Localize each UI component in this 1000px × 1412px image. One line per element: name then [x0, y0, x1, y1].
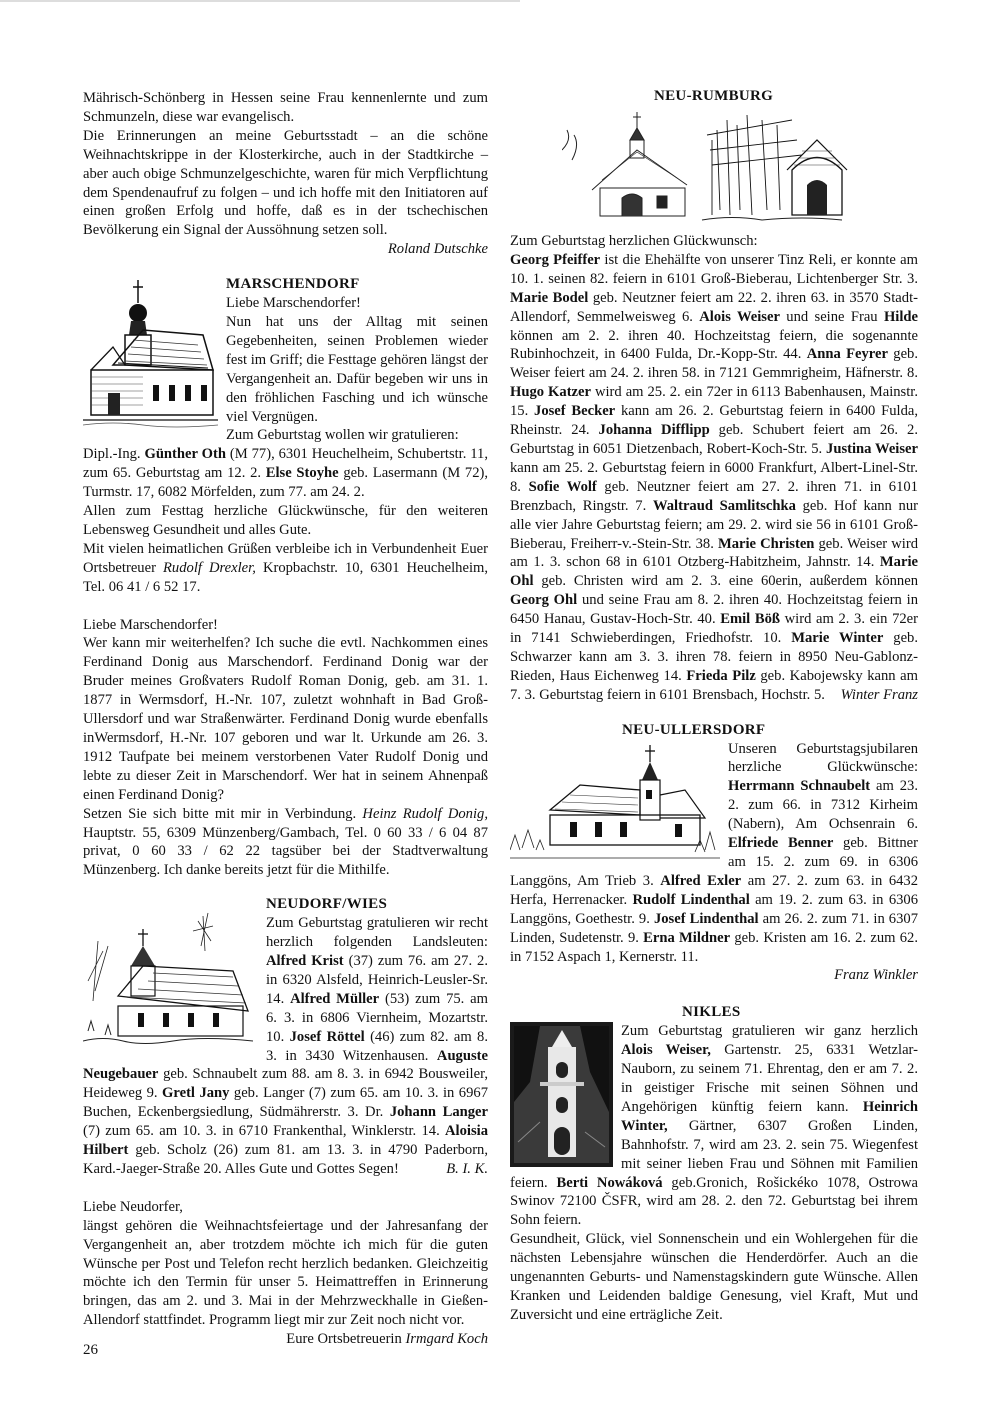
- page-number: 26: [83, 1342, 98, 1358]
- person-name: Gretl Jany: [162, 1085, 230, 1102]
- nikles-tower-photo: [510, 1022, 613, 1167]
- nikles-heading: NIKLES: [682, 1004, 741, 1021]
- person-name: Berti Nowáková: [556, 1174, 663, 1191]
- person-name: Johann Langer: [389, 1104, 488, 1121]
- nikles-wishes: Gesundheit, Glück, viel Sonnenschein und ein Wohlergehen für die nächsten Lebensjahre wünschen die Henderdörfer. Auch an die ungenannten Geburts- und Namenstagskindern gute Wünsche. Allen Kranken und Leidenden baldige Genesung, viel Kraft, Mut und Zuversicht und eine erträgliche Zeit.: [510, 1231, 918, 1323]
- person-name: Josef Becker: [534, 403, 616, 420]
- person-name: Marie Winter: [791, 630, 884, 647]
- signature-name: Heinz Rudolf Donig,: [362, 805, 488, 822]
- person-name: Marie Ohl: [510, 554, 918, 590]
- person-name: Georg Pfeiffer: [510, 251, 601, 268]
- person-name: Elfriede Benner: [728, 835, 834, 852]
- ullersdorf-signature: Franz Winkler: [834, 967, 918, 984]
- person-name: Hugo Katzer: [510, 384, 591, 401]
- nikles-birthdays: Zum Geburtstag gratulieren wir ganz herzlich Alois Weiser, Gartenstr. 25, 6331 Wetzlar-Nauborn, zu seinem 71. Ehrentag, den er am 7. 2. in geistiger Frische mit seinen Söhnen und Angehörigen künftig feiern kann. Heinrich Winter, Gärtner, 6307 Großen Linden, Bahnhofstr. 7, wird am 23. 2. sein 75. Wiegenfest mit seiner lieben Frau und Söhnen mit Familien feiern. Berti Nowáková geb.Gronich, Rošickéko 1078, Ostrowa Swinov 72100 ČSFR, wird am 28. 2. den 72. Geburtstag bei ihrem Sohn feiern.: [510, 1023, 918, 1229]
- intro-signature: Roland Dutschke: [387, 241, 488, 258]
- person-name: Josef Röttel: [289, 1028, 365, 1045]
- marschendorf-birthday-lead: Zum Geburtstag wollen wir gratulieren:: [226, 427, 459, 444]
- search-contact: Setzen Sie sich bitte mit mir in Verbindung. Heinz Rudolf Donig, Hauptstr. 55, 6309 Münzenberg/Gambach, Tel. 0 60 33 / 6 04 87 privat, 0 60 33 / 62 22 tagsüber bei der Stadtverwaltung Münzenberg. Ich danke bereits jetzt für die Mithilfe.: [83, 805, 488, 879]
- person-name: Herrmann Schnaubelt: [728, 778, 871, 795]
- marschendorf-church-illustration: [83, 275, 218, 435]
- rumburg-heading: NEU-RUMBURG: [654, 88, 774, 104]
- rumburg-birthdays: Georg Pfeiffer ist die Ehehälfte von unserer Tinz Reli, er konnte am 10. 1. seinen 82. feiern in 6101 Groß-Bieberau, Lichtenberger Str. 3. Marie Bodel geb. Neutzner feiert am 22. 2. ihren 63. in 3570 Stadt-Allendorf, Semmelweisweg 6. Alois Weiser und seine Frau Hilde können am 2. 2. ihren 40. Hochzeitstag feiern, die sogenannte Rubinhochzeit, in 6400 Fulda, Dr.-Kopp-Str. 44. Anna Feyrer geb. Weiser feiert am 24. 2. ihren 58. in 7121 Gemmrigheim, Häfnerstr. 8. Hugo Katzer wird am 25. 2. ein 72er in 6113 Babenhausen, Mainstr. 15. Josef Becker kann am 26. 2. Geburtstag feiern in 6400 Fulda, Rheinstr. 24. Johanna Difflipp geb. Schubert feiert am 26. 2. Geburtstag in 6051 Dietzenbach, Robert-Koch-Str. 5. Justina Weiser kann am 25. 2. Geburtstag feiern in 6000 Frankfurt, Albert-Linel-Str. 8. Sofie Wolf geb. Neutzner feiert am 27. 2. ihren 71. in 6101 Brenzbach, Ringstr. 7. Waltraud Samlitschka geb. Hof kann nur alle vier Jahre Geburtstag feiern; am 29. 2. wird sie 56 in 6101 Groß-Bieberau, Freiherr-v.-Stein-Str. 38. Marie Christen geb. Weiser wird am 1. 3. schon 68 in 6101 Otzberg-Habitzheim, Jahnstr. 14. Marie Ohl geb. Christen wird am 2. 3. eine 60erin, außerdem können Georg Ohl und seine Frau am 8. 2. ihren 40. Hochzeitstag feiern in 6450 Hanau, Gustav-Hoch-Str. 40. Emil Böß wird am 2. 3. ein 72er in 7141 Schwieberdingen, Friedhofstr. 10. Marie Winter geb. Schwarzer kann am 3. 3. ihren 78. feiern in 8950 Neu-Gablonz-Rieden, Haus Eichenweg 14. Frieda Pilz geb. Kabojewsky kann am 7. 3. Geburtstag feiern in 6101 Brensbach, Hochstr. 5. Winter Franz: [510, 251, 919, 703]
- person-name: Marie Christen: [717, 535, 815, 552]
- neudorf-signature: B. I. K.: [446, 1160, 488, 1177]
- person-name: Alfred Krist: [266, 952, 344, 969]
- neudorf-heading: NEUDORF/WIES: [266, 896, 388, 913]
- marschendorf-birthdays: Dipl.-Ing. Günther Oth (M 77), 6301 Heuchelheim, Schubertstr. 11, zum 65. Geburtstag am 12. 2. Else Stoyhe geb. Lasermann (M 72), Turmstr. 17, 6082 Mörfelden, zum 77. am 24. 2.: [83, 446, 488, 501]
- ullersdorf-heading: NEU-ULLERSDORF: [622, 721, 766, 738]
- person-name: Marie Bodel: [510, 289, 589, 306]
- top-rule: [0, 0, 520, 2]
- search-greeting: Liebe Marschendorfer!: [83, 616, 218, 633]
- marschendorf-heading: MARSCHENDORF: [226, 276, 360, 293]
- intro-paragraph-2: Die Erinnerungen an meine Geburtsstadt – an die schöne Weihnachtskrippe in der Klosterkirche, auch in der Stadtkirche – aber auch obige Schmunzelgeschichte, waren für mich Verpflichtung dem Spendenaufruf zu folgen – und ich hoffe mit den Initiatoren auf einen großen Erfolg und hoffe, daß es in der tschechischen Bevölkerung ein Signal der Aussöhnung setzen soll.: [83, 127, 488, 239]
- marschendorf-closing: Mit vielen heimatlichen Grüßen verbleibe ich in Verbundenheit Euer Ortsbetreuer Rudolf Drexler, Kropbachstr. 10, 6301 Heuchelheim, Tel. 06 41 / 6 52 17.: [83, 540, 489, 595]
- person-name: Hilde: [883, 308, 919, 325]
- person-name: Aloisia Hilbert: [83, 1123, 488, 1159]
- person-name: Else Stoyhe: [265, 465, 339, 482]
- person-name: Frieda Pilz: [686, 667, 756, 684]
- person-name: Auguste Neugebauer: [83, 1047, 488, 1083]
- signature-name: Irmgard Koch: [405, 1331, 488, 1348]
- intro-paragraph-1: Mährisch-Schönberg in Hessen seine Frau kennenlernte und zum Schmunzeln, diese war evangelisch.: [83, 90, 488, 125]
- person-name: Günther Oth: [144, 446, 226, 463]
- person-name: Alfred Müller: [290, 990, 380, 1007]
- rumburg-lead: Zum Geburtstag herzlichen Glückwunsch:: [510, 233, 758, 249]
- person-name: Emil Böß: [720, 611, 781, 628]
- person-name: Anna Feyrer: [806, 346, 888, 363]
- person-name: Erna Mildner: [643, 929, 731, 946]
- person-name: Alois Weiser,: [621, 1042, 711, 1059]
- person-name: Waltraud Samlitschka: [652, 497, 796, 514]
- search-request: Wer kann mir weiterhelfen? Ich suche die evtl. Nachkommen eines Ferdinand Donig aus Marschendorf. Ferdinand Donig war der Bruder meines Großvaters Rudolf Roman Donig, geb. am 31. 1. 1877 in Wermsdorf, H.-Nr. 107, zuletzt wohnhaft in Bad Groß-Ullersdorf und war Straßenwärter. Ferdinand Donig wurde ebenfalls inWermsdorf, H.-Nr. 107 geboren und war lt. Urkunde am 26. 3. 1912 Taufpate bei meinem verstorbenen Vater Rudolf Donig und lebte zu dieser Zeit in Marschendorf. Wer hat in seinem Ahnenpaß einen Ferdinand Donig?: [83, 635, 488, 803]
- right-column: [510, 232, 918, 1325]
- rumburg-signature: Winter Franz: [840, 686, 918, 703]
- person-name: Heinrich Winter,: [621, 1098, 918, 1134]
- signature-name: Rudolf Drexler,: [163, 559, 256, 576]
- neudorf-letter: längst gehören die Weihnachtsfeiertage und der Jahresanfang der Vergangenheit an, aber trotzdem möchte ich mich für die guten Wünsche per Post und Telefon recht herzlich bedanken. Gleichzeitig möchte ich den Termin für unser 5. Heimattreffen in Erinnerung bringen, das am 2. und 3. Mai in der Mehrzweckhalle in Gießen-Allendorf stattfindet. Programm liegt mir zur Zeit noch nicht vor. Eure Ortsbetreuerin Irmgard Koch: [83, 1217, 488, 1348]
- neudorf-church-illustration: [83, 911, 258, 1051]
- neudorf-greeting: Liebe Neudorfer,: [83, 1198, 183, 1215]
- person-name: Alfred Exler: [660, 872, 742, 889]
- person-name: Josef Lindenthal: [653, 910, 759, 927]
- person-name: Johanna Difflipp: [598, 422, 710, 439]
- person-name: Sofie Wolf: [528, 478, 597, 495]
- marschendorf-intro: Nun hat uns der Alltag mit seinen Gegebenheiten, seinen Problemen wieder fest im Griff; die Festtage gehören längst der Vergangenheit an. Dafür begeben wir uns in den fröhlichen Fasching und ich wünsche viel Vergnügen.: [226, 313, 488, 425]
- ullersdorf-church-illustration: [510, 740, 720, 865]
- person-name: Georg Ohl: [510, 592, 578, 609]
- marschendorf-wishes: Allen zum Festtag herzliche Glückwünsche, für den weiteren Lebensweg Gesundheit und alles Gute.: [83, 503, 488, 538]
- rumburg-chapel-illustration: [562, 110, 862, 225]
- person-name: Rudolf Lindenthal: [632, 891, 750, 908]
- person-name: Alois Weiser: [699, 308, 780, 325]
- person-name: Justina Weiser: [826, 440, 918, 457]
- ullersdorf-birthdays: Unseren Geburtstagsjubilaren herzliche Glückwünsche: Herrmann Schnaubelt am 23. 2. zum 66. in 7312 Kirheim (Nabern), Am Ochsenrain 6. Elfriede Benner geb. Bittner am 15. 2. zum 69. in 6306 Langgöns, Am Trieb 3. Alfred Exler am 27. 2. zum 63. in 6432 Herfa, Herrenacker. Rudolf Lindenthal am 19. 2. zum 63. in 6306 Langgöns, Goethestr. 9. Josef Lindenthal am 26. 2. zum 71. in 6307 Linden, Sudetenstr. 9. Erna Mildner geb. Kristen am 16. 2. zum 62. in 7152 Aspach 1, Kernerstr. 11.: [510, 740, 919, 965]
- neudorf-birthdays: Zum Geburtstag gratulieren wir recht herzlich folgenden Landsleuten: Alfred Krist (37) zum 76. am 27. 2. in 6320 Alsfeld, Heinrich-Leusler-Sr. 14. Alfred Müller (53) zum 75. am 6. 3. in 6806 Viernheim, Mozartstr. 10. Josef Röttel (46) zum 82. am 8. 3. in 3430 Witzenhausen. Auguste Neugebauer geb. Schnaubelt zum 88. am 8. 3. in 6942 Bousweiler, Heideweg 9. Gretl Jany geb. Langer (7) zum 65. am 10. 3. in 6967 Buchen, Eckenbergsiedlung, Südmährerstr. 3. Dr. Johann Langer (7) zum 65. am 10. 3. in 6710 Frankenthal, Winklerstr. 14. Aloisia Hilbert geb. Scholz (26) zum 81. am 13. 3. in 4790 Paderborn, Kard.-Jaeger-Straße 20. Alles Gute und Gottes Segen! B. I. K.: [83, 915, 489, 1177]
- marschendorf-greeting: Liebe Marschendorfer!: [226, 295, 361, 312]
- left-column: [83, 89, 488, 1349]
